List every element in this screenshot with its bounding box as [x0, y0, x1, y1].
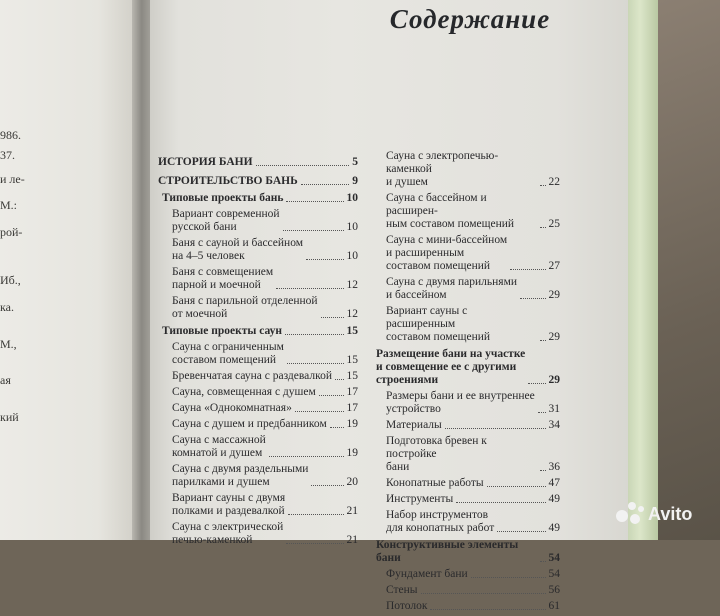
left-page-line: 37. — [0, 148, 15, 162]
toc-entry — [372, 435, 560, 474]
toc-leader-dots — [540, 470, 546, 471]
left-page-line: Иб., — [0, 273, 21, 287]
toc-entry — [372, 493, 560, 506]
toc-entry — [372, 348, 560, 387]
left-page-line: кий — [0, 410, 19, 424]
toc-leader-dots — [301, 184, 350, 185]
toc-page-number: 25 — [548, 218, 560, 230]
toc-entry — [372, 390, 560, 416]
toc-leader-dots — [445, 428, 546, 429]
toc-page-number: 22 — [548, 176, 560, 188]
toc-entry-label: Сауна с двумя раздельными парилками и душем — [172, 463, 309, 488]
toc-entry-label: Сауна с электрической печью-каменкой — [172, 521, 284, 546]
toc-page-number: 17 — [346, 402, 358, 414]
toc-entry-label: Набор инструментов для конопатных работ — [386, 509, 495, 534]
toc-entry-label: Фундамент бани — [386, 568, 468, 580]
toc-leader-dots — [510, 269, 545, 270]
toc-page-number: 15 — [346, 354, 358, 366]
toc-entry — [372, 305, 560, 344]
toc-entry-label: Сауна с душем и предбанником — [172, 418, 327, 430]
toc-entry-label: Сауна «Однокомнатная» — [172, 402, 292, 414]
toc-page-number: 29 — [548, 331, 560, 343]
toc-entry-label: Сауна с ограниченным составом помещений — [172, 341, 284, 366]
toc-entry — [372, 600, 560, 613]
toc-leader-dots — [285, 334, 343, 335]
toc-entry-label: Баня с парильной отделенной от моечной — [172, 295, 318, 320]
toc-page-number: 34 — [548, 419, 560, 431]
toc-entry-label: Баня с сауной и бассейном на 4–5 человек — [172, 237, 304, 262]
left-page-line: М.: — [0, 198, 18, 212]
toc-entry — [372, 568, 560, 581]
toc-leader-dots — [319, 395, 344, 396]
toc-leader-dots — [540, 340, 546, 341]
toc-entry-label: ИСТОРИЯ БАНИ — [158, 156, 253, 168]
toc-entry-label: Вариант сауны с двумя полками и раздевалкой — [172, 492, 286, 517]
toc-entry-label: Размеры бани и ее внутреннее устройство — [386, 390, 535, 415]
toc-entry — [158, 208, 358, 234]
toc-page-number: 15 — [346, 325, 358, 337]
toc-page-number: 61 — [548, 600, 560, 612]
page-title: Содержание — [389, 4, 551, 34]
toc-entry-label: Потолок — [386, 600, 428, 612]
toc-leader-dots — [335, 379, 343, 380]
toc-entry-label: Типовые проекты бань — [162, 192, 284, 204]
toc-entry — [158, 156, 358, 169]
toc-leader-dots — [540, 185, 546, 186]
toc-entry-label: Вариант современной русской бани — [172, 208, 280, 233]
toc-entry — [372, 192, 560, 231]
toc-page-number: 49 — [548, 522, 560, 534]
watermark — [616, 502, 692, 526]
toc-page-number: 54 — [548, 568, 560, 580]
toc-leader-dots — [287, 363, 344, 364]
toc-page-number: 12 — [346, 279, 358, 291]
toc-leader-dots — [321, 317, 344, 318]
toc-entry — [372, 539, 560, 565]
toc-page-number: 19 — [346, 447, 358, 459]
background-table — [658, 0, 720, 540]
toc-entry — [158, 325, 358, 338]
toc-entry — [372, 419, 560, 432]
toc-entry-label: Конопатные работы — [386, 477, 484, 489]
toc-entry-label: Сауна с бассейном и расширен- ным составом помещений — [386, 192, 515, 230]
watermark-text: Avito — [648, 503, 693, 524]
toc-leader-dots — [421, 593, 546, 594]
toc-page-number: 21 — [346, 534, 358, 546]
toc-entry-label: Бревенчатая сауна с раздевалкой — [172, 370, 333, 382]
toc-leader-dots — [456, 502, 545, 503]
toc-entry-label: Сауна, совмещенная с душем — [172, 386, 316, 398]
left-page-line: М., — [0, 337, 17, 351]
toc-left-column — [158, 150, 358, 550]
toc-leader-dots — [269, 456, 344, 457]
toc-entry — [158, 521, 358, 547]
toc-leader-dots — [497, 531, 545, 532]
toc-entry — [158, 237, 358, 263]
toc-entry-label: Баня с совмещением парной и моечной — [172, 266, 274, 291]
toc-entry — [372, 150, 560, 189]
toc-entry-label: Инструменты — [386, 493, 454, 505]
toc-entry — [158, 175, 358, 188]
toc-page-number: 12 — [346, 308, 358, 320]
toc-entry-label: Сауна с мини-бассейном и расширенным составом помещений — [386, 234, 508, 272]
toc-entry — [372, 276, 560, 302]
left-page-line: ка. — [0, 300, 14, 314]
book-cover-edge — [628, 0, 658, 540]
toc-page-number: 49 — [548, 493, 560, 505]
toc-entry-label: Сауна с массажной комнатой и душем — [172, 434, 266, 459]
avito-logo-icon — [616, 502, 644, 526]
toc-entry — [158, 434, 358, 460]
toc-entry-label: Типовые проекты саун — [162, 325, 283, 337]
toc-page-number: 31 — [548, 403, 560, 415]
toc-leader-dots — [430, 609, 545, 610]
toc-page-number: 47 — [548, 477, 560, 489]
toc-entry — [158, 266, 358, 292]
toc-entry-label: Подготовка бревен к постройке бани — [386, 435, 487, 473]
toc-leader-dots — [276, 288, 343, 289]
toc-entry — [158, 295, 358, 321]
toc-page-number: 10 — [346, 192, 358, 204]
toc-entry-label: Материалы — [386, 419, 442, 431]
left-page-line: ая — [0, 373, 11, 387]
left-page-line: рой- — [0, 225, 23, 239]
toc-page-number: 29 — [548, 374, 560, 386]
toc-leader-dots — [311, 485, 343, 486]
toc-leader-dots — [288, 514, 343, 515]
toc-entry — [158, 370, 358, 383]
toc-leader-dots — [283, 230, 344, 231]
toc-leader-dots — [538, 412, 546, 413]
toc-leader-dots — [471, 577, 546, 578]
toc-page-number: 10 — [346, 221, 358, 233]
toc-leader-dots — [306, 259, 343, 260]
toc-page-number: 9 — [352, 175, 358, 187]
toc-page-number: 15 — [346, 370, 358, 382]
toc-page-number: 20 — [346, 476, 358, 488]
toc-entry — [158, 192, 358, 205]
toc-leader-dots — [528, 383, 545, 384]
toc-page-number: 54 — [548, 552, 560, 564]
toc-entry-label: СТРОИТЕЛЬСТВО БАНЬ — [158, 175, 298, 187]
toc-leader-dots — [286, 201, 343, 202]
left-page — [0, 0, 140, 540]
toc-page-number: 17 — [346, 386, 358, 398]
toc-entry-label: Размещение бани на участке и совмещение ее с другими строениями — [376, 348, 526, 386]
left-page-line: и ле- — [0, 172, 25, 186]
toc-entry-label: Конструктивные элементы бани — [376, 539, 519, 564]
toc-entry-label: Вариант сауны с расширенным составом помещений — [386, 305, 491, 343]
toc-entry — [158, 492, 358, 518]
toc-leader-dots — [520, 298, 545, 299]
toc-right-column — [372, 150, 560, 616]
toc-entry-label: Сауна с двумя парильнями и бассейном — [386, 276, 518, 301]
toc-leader-dots — [256, 165, 350, 166]
toc-leader-dots — [295, 411, 344, 412]
toc-entry — [158, 463, 358, 489]
toc-page-number: 19 — [346, 418, 358, 430]
toc-entry — [158, 341, 358, 367]
toc-entry-label: Сауна с электропечью-каменкой и душем — [386, 150, 499, 188]
toc-page-number: 21 — [346, 505, 358, 517]
toc-entry-label: Стены — [386, 584, 418, 596]
toc-entry — [372, 234, 560, 273]
left-page-line: 986. — [0, 128, 21, 142]
toc-entry — [372, 477, 560, 490]
toc-page-number: 29 — [548, 289, 560, 301]
toc-page-number: 5 — [352, 156, 358, 168]
toc-page-number: 56 — [548, 584, 560, 596]
toc-entry — [372, 509, 560, 535]
toc-entry — [158, 418, 358, 431]
toc-leader-dots — [540, 227, 546, 228]
toc-leader-dots — [286, 543, 343, 544]
toc-page-number: 36 — [548, 461, 560, 473]
toc-page-number: 27 — [548, 260, 560, 272]
toc-entry — [372, 584, 560, 597]
toc-leader-dots — [487, 486, 546, 487]
toc-leader-dots — [540, 561, 546, 562]
toc-page-number: 10 — [346, 250, 358, 262]
toc-entry — [158, 402, 358, 415]
toc-entry — [158, 386, 358, 399]
toc-leader-dots — [330, 427, 344, 428]
